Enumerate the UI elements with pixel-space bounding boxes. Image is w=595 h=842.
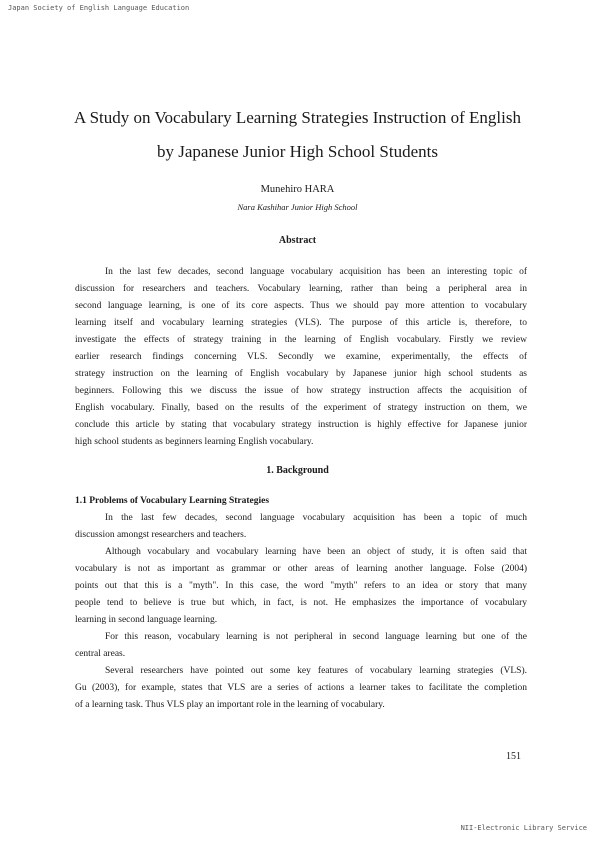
body-line: In the last few decades, second language vocabulary acquisition has been a topic of much <box>105 513 527 523</box>
author-name: Munehiro HARA <box>260 184 335 195</box>
body-line: Several researchers have pointed out some key features of vocabulary learning strategies (VLS). <box>105 666 527 676</box>
page-number: 151 <box>506 751 521 762</box>
body-line: points out that this is a "myth". In this case, the word "myth" refers to an idea or story that many <box>75 581 527 591</box>
body-line: Gu (2003), for example, states that VLS are a series of actions a learner takes to facilitate the completion <box>75 683 527 693</box>
body-line: Although vocabulary and vocabulary learning have been an object of study, it is often said that <box>105 547 527 557</box>
abstract-line: investigate the effects of strategy training in the learning of English vocabulary. Firstly we review <box>75 335 527 345</box>
body-line: discussion amongst researchers and teachers. <box>75 530 247 540</box>
abstract-line: conclude this article by stating that vocabulary strategy instruction is highly effective for Japanese junior <box>75 420 527 430</box>
abstract-line: earlier research findings concerning VLS. Secondly we examine, experimentally, the effects of <box>75 352 527 362</box>
subsection-heading: 1.1 Problems of Vocabulary Learning Strategies <box>75 496 270 506</box>
author-affiliation: Nara Kashihar Junior High School <box>237 202 358 212</box>
abstract-heading: Abstract <box>278 235 317 246</box>
body-line: For this reason, vocabulary learning is not peripheral in second language learning but one of the <box>105 632 527 642</box>
abstract-line: English vocabulary. Finally, based on the results of the experiment of strategy instruction on them, we <box>75 403 527 413</box>
abstract-line: strategy instruction on the learning of English vocabulary by Japanese junior high school students as <box>75 369 527 379</box>
section-heading: 1. Background <box>266 465 329 476</box>
abstract-line: In the last few decades, second language vocabulary acquisition has been an interesting topic of <box>105 267 527 277</box>
paper-title-line-1: A Study on Vocabulary Learning Strategies Instruction of English <box>74 108 521 127</box>
body-line: vocabulary is not as important as grammar or other areas of learning another language. Folse (2004) <box>75 564 527 574</box>
body-line: central areas. <box>75 649 126 659</box>
body-line: people tend to believe is true but which, in fact, is not. He emphasizes the importance of vocabulary <box>75 598 527 608</box>
header-text: Japan Society of English Language Education <box>8 4 190 12</box>
abstract-line: learning itself and vocabulary learning strategies (VLS). The purpose of this article is, therefore, to <box>75 318 527 328</box>
abstract-line: beginners. Following this we discuss the issue of how strategy instruction affects the acquisition of <box>75 386 527 396</box>
abstract-line: discussion for researchers and teachers. Vocabulary learning, rather than being a peripheral area in <box>75 284 527 294</box>
abstract-line: second language learning, is one of its core aspects. Thus we should pay more attention to vocabulary <box>75 301 527 311</box>
body-line: learning in second language learning. <box>75 615 218 625</box>
paper-title-line-2: by Japanese Junior High School Students <box>157 142 438 161</box>
abstract-line: high school students as beginners learning English vocabulary. <box>75 437 314 447</box>
body-line: of a learning task. Thus VLS play an important role in the learning of vocabulary. <box>75 700 385 710</box>
footer-text: NII-Electronic Library Service <box>460 824 587 832</box>
